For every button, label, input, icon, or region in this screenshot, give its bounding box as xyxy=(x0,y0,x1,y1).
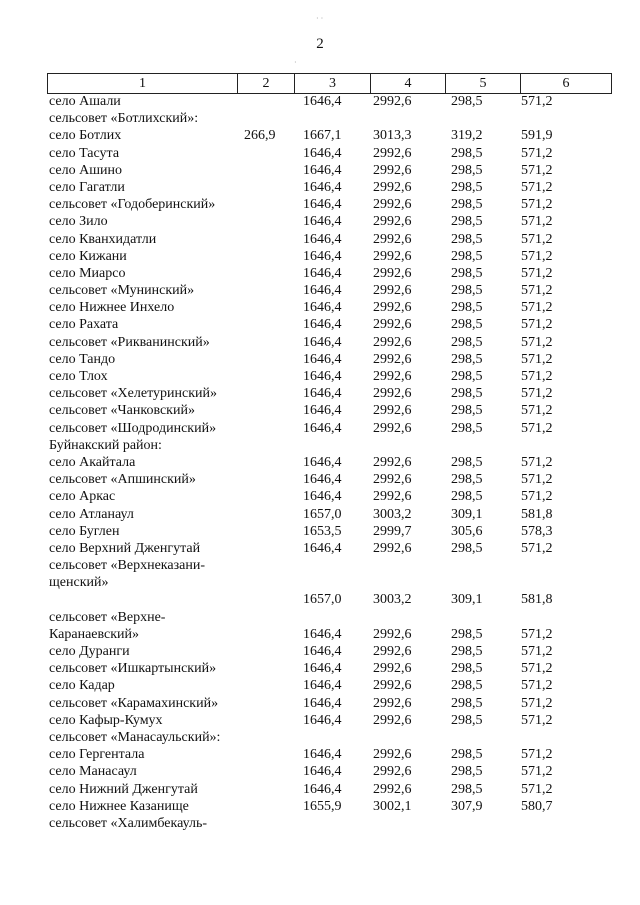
row-col-4: 2992,6 xyxy=(373,695,412,711)
row-name: Буйнакский район: xyxy=(49,437,162,453)
row-col-5: 298,5 xyxy=(451,472,483,488)
row-col-6: 571,2 xyxy=(521,248,553,264)
row-col-5: 298,5 xyxy=(451,386,483,402)
row-name: село Дуранги xyxy=(49,644,130,660)
scan-speck: · · xyxy=(316,14,324,23)
row-name: сельсовет «Верхне- xyxy=(49,609,166,625)
row-col-4: 2992,6 xyxy=(373,472,412,488)
row-col-4: 2992,6 xyxy=(373,489,412,505)
row-col-3: 1646,4 xyxy=(303,265,342,281)
row-col-4: 2992,6 xyxy=(373,540,412,556)
row-col-6: 571,2 xyxy=(521,540,553,556)
row-name: сельсовет «Халимбекауль- xyxy=(49,815,207,831)
table-row xyxy=(0,299,640,316)
row-col-5: 298,5 xyxy=(451,197,483,213)
row-name: село Тандо xyxy=(49,351,116,367)
row-col-5: 298,5 xyxy=(451,454,483,470)
row-col-6: 571,2 xyxy=(521,678,553,694)
column-header-1: 1 xyxy=(48,74,238,93)
row-name: щенский» xyxy=(49,575,109,591)
row-col-3: 1646,4 xyxy=(303,231,342,247)
row-col-5: 298,5 xyxy=(451,403,483,419)
row-name: село Гергентала xyxy=(49,747,145,763)
row-col-4: 2992,6 xyxy=(373,300,412,316)
row-name: сельсовет «Ишкартынский» xyxy=(49,661,217,677)
row-col-6: 571,2 xyxy=(521,265,553,281)
table-row xyxy=(0,162,640,179)
row-col-4: 2992,6 xyxy=(373,231,412,247)
row-col-3: 1646,4 xyxy=(303,317,342,333)
table-row xyxy=(0,265,640,282)
row-col-4: 2992,6 xyxy=(373,351,412,367)
row-col-3: 1646,4 xyxy=(303,197,342,213)
row-col-6: 578,3 xyxy=(521,523,553,539)
row-name: село Верхний Дженгутай xyxy=(49,540,201,556)
row-col-3: 1655,9 xyxy=(303,798,342,814)
row-name: село Тасута xyxy=(49,145,120,161)
table-row xyxy=(0,557,640,574)
row-name: село Кадар xyxy=(49,678,115,694)
column-header-2: 2 xyxy=(238,74,295,93)
page-number: 2 xyxy=(316,36,324,52)
row-col-2: 266,9 xyxy=(244,128,276,144)
row-name: сельсовет «Хелетуринский» xyxy=(49,386,217,402)
row-col-5: 298,5 xyxy=(451,764,483,780)
row-col-5: 298,5 xyxy=(451,231,483,247)
column-header-4: 4 xyxy=(371,74,446,93)
row-col-5: 319,2 xyxy=(451,128,483,144)
row-col-4: 2992,6 xyxy=(373,162,412,178)
row-col-3: 1646,4 xyxy=(303,781,342,797)
row-col-6: 571,2 xyxy=(521,472,553,488)
row-col-6: 571,2 xyxy=(521,781,553,797)
row-col-5: 298,5 xyxy=(451,695,483,711)
row-col-6: 571,2 xyxy=(521,162,553,178)
row-name: село Атланаул xyxy=(49,506,134,522)
row-col-5: 298,5 xyxy=(451,300,483,316)
row-col-4: 2992,6 xyxy=(373,626,412,642)
row-col-4: 3002,1 xyxy=(373,798,412,814)
row-col-3: 1646,4 xyxy=(303,644,342,660)
table-row xyxy=(0,626,640,643)
row-col-3: 1646,4 xyxy=(303,369,342,384)
row-col-4: 2992,6 xyxy=(373,712,412,728)
row-name: сельсовет «Чанковский» xyxy=(49,403,195,419)
row-col-3: 1646,4 xyxy=(303,420,342,436)
row-name: село Манасаул xyxy=(49,764,137,780)
row-col-4: 2992,6 xyxy=(373,644,412,660)
row-name: Каранаевский» xyxy=(49,626,140,642)
row-col-6: 571,2 xyxy=(521,695,553,711)
row-name: сельсовет «Рикванинский» xyxy=(49,334,210,350)
scan-speck: · xyxy=(294,58,297,67)
row-col-4: 2992,6 xyxy=(373,197,412,213)
table-row xyxy=(0,763,640,780)
row-col-6: 571,2 xyxy=(521,489,553,505)
row-col-4: 2992,6 xyxy=(373,454,412,470)
row-name: село Рахата xyxy=(49,317,119,333)
row-col-6: 571,2 xyxy=(521,94,553,109)
row-col-3: 1646,4 xyxy=(303,300,342,316)
row-col-6: 571,2 xyxy=(521,283,553,299)
column-header-5: 5 xyxy=(446,74,521,93)
table-row xyxy=(0,351,640,368)
table-row xyxy=(0,660,640,677)
row-name: сельсовет «Мунинский» xyxy=(49,283,195,299)
row-col-5: 309,1 xyxy=(451,506,483,522)
row-col-3: 1646,4 xyxy=(303,678,342,694)
row-col-3: 1646,4 xyxy=(303,162,342,178)
row-name: село Нижний Дженгутай xyxy=(49,781,198,797)
row-col-6: 580,7 xyxy=(521,798,553,814)
row-col-6: 571,2 xyxy=(521,764,553,780)
table-row xyxy=(0,540,640,557)
row-col-4: 2992,6 xyxy=(373,678,412,694)
row-col-4: 2992,6 xyxy=(373,781,412,797)
row-col-5: 298,5 xyxy=(451,712,483,728)
row-col-5: 298,5 xyxy=(451,248,483,264)
row-name: село Аркас xyxy=(49,489,116,505)
row-name: село Миарсо xyxy=(49,265,126,281)
row-name: сельсовет «Ботлихский»: xyxy=(49,111,199,127)
row-col-3: 1646,4 xyxy=(303,145,342,161)
table-row xyxy=(0,712,640,729)
row-col-3: 1646,4 xyxy=(303,214,342,230)
row-name: село Нижнее Инхело xyxy=(49,300,175,316)
table-row xyxy=(0,179,640,196)
row-name: сельсовет «Карамахинский» xyxy=(49,695,219,711)
row-col-6: 571,2 xyxy=(521,420,553,436)
row-col-4: 2992,6 xyxy=(373,283,412,299)
row-name: село Буглен xyxy=(49,523,120,539)
table-row xyxy=(0,781,640,798)
row-col-3: 1646,4 xyxy=(303,334,342,350)
row-name: село Кафыр-Кумух xyxy=(49,712,163,728)
row-col-6: 571,2 xyxy=(521,351,553,367)
table-row xyxy=(0,677,640,694)
table-row xyxy=(0,110,640,127)
row-col-3: 1646,4 xyxy=(303,403,342,419)
table-row xyxy=(0,729,640,746)
column-header-3: 3 xyxy=(295,74,371,93)
table-row xyxy=(0,506,640,523)
table-row xyxy=(0,574,640,608)
row-col-5: 298,5 xyxy=(451,489,483,505)
row-col-4: 2992,6 xyxy=(373,403,412,419)
row-col-4: 2992,6 xyxy=(373,661,412,677)
row-col-3: 1646,4 xyxy=(303,764,342,780)
row-col-5: 305,6 xyxy=(451,523,483,539)
table-row xyxy=(0,523,640,540)
table-row xyxy=(0,93,640,110)
row-col-6: 581,8 xyxy=(521,592,553,608)
row-col-4: 2992,6 xyxy=(373,145,412,161)
row-col-5: 298,5 xyxy=(451,179,483,195)
row-col-4: 2992,6 xyxy=(373,214,412,230)
table-body xyxy=(0,93,640,832)
row-col-4: 2992,6 xyxy=(373,179,412,195)
table-row xyxy=(0,454,640,471)
row-col-6: 571,2 xyxy=(521,661,553,677)
row-col-6: 571,2 xyxy=(521,214,553,230)
row-col-4: 2992,6 xyxy=(373,317,412,333)
table-row xyxy=(0,334,640,351)
row-col-5: 298,5 xyxy=(451,214,483,230)
table-row xyxy=(0,248,640,265)
table-row xyxy=(0,815,640,832)
row-col-6: 571,2 xyxy=(521,369,553,384)
row-col-5: 298,5 xyxy=(451,162,483,178)
row-col-6: 571,2 xyxy=(521,386,553,402)
row-col-6: 571,2 xyxy=(521,231,553,247)
row-col-5: 298,5 xyxy=(451,265,483,281)
row-col-5: 298,5 xyxy=(451,678,483,694)
row-col-6: 571,2 xyxy=(521,145,553,161)
row-col-3: 1646,4 xyxy=(303,712,342,728)
row-col-6: 571,2 xyxy=(521,403,553,419)
table-row xyxy=(0,196,640,213)
table-row xyxy=(0,316,640,333)
row-col-3: 1646,4 xyxy=(303,489,342,505)
row-col-5: 298,5 xyxy=(451,661,483,677)
row-col-4: 2992,6 xyxy=(373,265,412,281)
row-name: сельсовет «Манасаульский»: xyxy=(49,729,221,745)
row-col-5: 298,5 xyxy=(451,351,483,367)
row-col-5: 298,5 xyxy=(451,747,483,763)
table-row xyxy=(0,127,640,144)
row-col-4: 2992,6 xyxy=(373,764,412,780)
row-col-4: 3003,2 xyxy=(373,592,412,608)
row-col-6: 571,2 xyxy=(521,197,553,213)
row-col-4: 3013,3 xyxy=(373,128,412,144)
row-col-6: 571,2 xyxy=(521,179,553,195)
row-col-3: 1646,4 xyxy=(303,747,342,763)
table-row xyxy=(0,145,640,162)
row-col-4: 3003,2 xyxy=(373,506,412,522)
table-row xyxy=(0,437,640,454)
table-row xyxy=(0,695,640,712)
row-col-6: 571,2 xyxy=(521,712,553,728)
row-col-4: 2992,6 xyxy=(373,747,412,763)
row-col-3: 1646,4 xyxy=(303,179,342,195)
row-col-5: 309,1 xyxy=(451,592,483,608)
row-col-4: 2992,6 xyxy=(373,369,412,384)
row-col-5: 298,5 xyxy=(451,420,483,436)
table-column-header xyxy=(47,73,612,94)
row-col-3: 1646,4 xyxy=(303,661,342,677)
row-name: село Ботлих xyxy=(49,128,122,144)
row-name: село Кванхидатли xyxy=(49,231,157,247)
row-col-3: 1646,4 xyxy=(303,283,342,299)
row-col-5: 307,9 xyxy=(451,798,483,814)
row-col-4: 2992,6 xyxy=(373,420,412,436)
row-col-6: 571,2 xyxy=(521,454,553,470)
table-row xyxy=(0,471,640,488)
column-header-6: 6 xyxy=(562,76,570,91)
table-row xyxy=(0,798,640,815)
row-col-5: 298,5 xyxy=(451,644,483,660)
row-col-5: 298,5 xyxy=(451,626,483,642)
row-col-5: 298,5 xyxy=(451,334,483,350)
table-row xyxy=(0,385,640,402)
table-row xyxy=(0,282,640,299)
row-col-4: 2992,6 xyxy=(373,334,412,350)
row-col-4: 2999,7 xyxy=(373,523,412,539)
table-row xyxy=(0,213,640,230)
row-col-6: 571,2 xyxy=(521,300,553,316)
row-col-3: 1646,4 xyxy=(303,472,342,488)
table-row xyxy=(0,420,640,437)
row-name: село Нижнее Казанище xyxy=(49,798,189,814)
row-col-6: 571,2 xyxy=(521,626,553,642)
row-col-5: 298,5 xyxy=(451,540,483,556)
row-name: село Гагатли xyxy=(49,179,125,195)
table-row xyxy=(0,609,640,626)
table-row xyxy=(0,643,640,660)
row-name: сельсовет «Годоберинский» xyxy=(49,197,216,213)
row-col-6: 571,2 xyxy=(521,747,553,763)
row-col-3: 1646,4 xyxy=(303,248,342,264)
row-col-6: 591,9 xyxy=(521,128,553,144)
row-col-6: 581,8 xyxy=(521,506,553,522)
row-col-6: 571,2 xyxy=(521,644,553,660)
row-col-5: 298,5 xyxy=(451,283,483,299)
row-col-3: 1667,1 xyxy=(303,128,342,144)
row-col-3: 1646,4 xyxy=(303,540,342,556)
row-name: сельсовет «Верхнеказани- xyxy=(49,558,205,574)
row-col-3: 1653,5 xyxy=(303,523,342,539)
row-col-3: 1646,4 xyxy=(303,386,342,402)
row-col-6: 571,2 xyxy=(521,317,553,333)
row-name: село Кижани xyxy=(49,248,127,264)
row-col-3: 1646,4 xyxy=(303,94,342,109)
row-col-3: 1657,0 xyxy=(303,592,342,608)
row-name: сельсовет «Шодродинский» xyxy=(49,420,217,436)
table-row xyxy=(0,368,640,385)
row-name: село Зило xyxy=(49,214,108,230)
row-name: село Тлох xyxy=(49,369,108,384)
row-col-6: 571,2 xyxy=(521,334,553,350)
table-row xyxy=(0,746,640,763)
row-col-3: 1646,4 xyxy=(303,454,342,470)
row-col-5: 298,5 xyxy=(451,781,483,797)
row-col-3: 1646,4 xyxy=(303,351,342,367)
row-col-4: 2992,6 xyxy=(373,94,412,109)
row-name: село Ашали xyxy=(49,94,121,109)
row-col-5: 298,5 xyxy=(451,94,483,109)
row-name: село Акайтала xyxy=(49,454,136,470)
table-row xyxy=(0,402,640,419)
row-col-4: 2992,6 xyxy=(373,386,412,402)
row-col-5: 298,5 xyxy=(451,369,483,384)
row-col-3: 1646,4 xyxy=(303,626,342,642)
row-col-5: 298,5 xyxy=(451,145,483,161)
row-name: село Ашино xyxy=(49,162,122,178)
row-name: сельсовет «Апшинский» xyxy=(49,472,196,488)
row-col-3: 1646,4 xyxy=(303,695,342,711)
table-row xyxy=(0,488,640,505)
row-col-3: 1657,0 xyxy=(303,506,342,522)
row-col-5: 298,5 xyxy=(451,317,483,333)
table-row xyxy=(0,231,640,248)
row-col-4: 2992,6 xyxy=(373,248,412,264)
